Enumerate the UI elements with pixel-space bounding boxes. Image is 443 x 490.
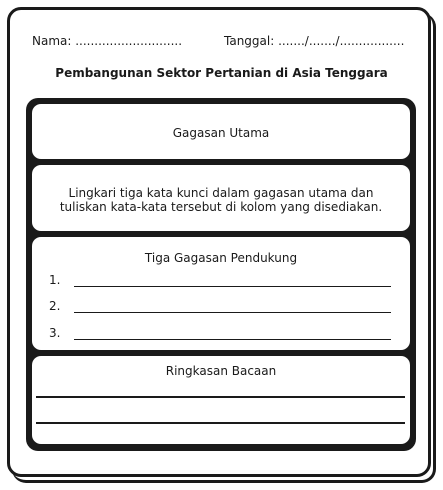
main-idea-panel	[32, 104, 410, 159]
supporting-ideas-panel	[32, 237, 410, 350]
supporting-idea-line-1[interactable]	[49, 273, 410, 289]
name-field-label: Nama: ............................	[32, 34, 183, 48]
summary-panel	[32, 356, 410, 444]
writing-rule	[74, 312, 391, 313]
instruction-text: Lingkari tiga kata kunci dalam gagasan utama dan tuliskan kata-kata tersebut di kolom yang disediakan.	[59, 186, 383, 214]
supporting-ideas-heading: Tiga Gagasan Pendukung	[144, 251, 298, 265]
line-number: 2.	[49, 299, 61, 313]
writing-rule	[74, 286, 391, 287]
writing-rule	[74, 339, 391, 340]
worksheet-title: Pembangunan Sektor Pertanian di Asia Tenggara	[55, 66, 388, 80]
line-number: 3.	[49, 326, 61, 340]
line-number: 1.	[49, 273, 61, 287]
summary-heading: Ringkasan Bacaan	[165, 364, 277, 378]
main-idea-heading: Gagasan Utama	[172, 126, 270, 140]
summary-line-1[interactable]	[36, 396, 405, 398]
instruction-panel	[32, 165, 410, 231]
graphic-organizer	[26, 98, 416, 451]
supporting-idea-line-3[interactable]	[49, 326, 410, 342]
date-field-label: Tanggal: ......./......./.................	[224, 34, 405, 48]
summary-line-2[interactable]	[36, 422, 405, 424]
supporting-idea-line-2[interactable]	[49, 299, 410, 315]
